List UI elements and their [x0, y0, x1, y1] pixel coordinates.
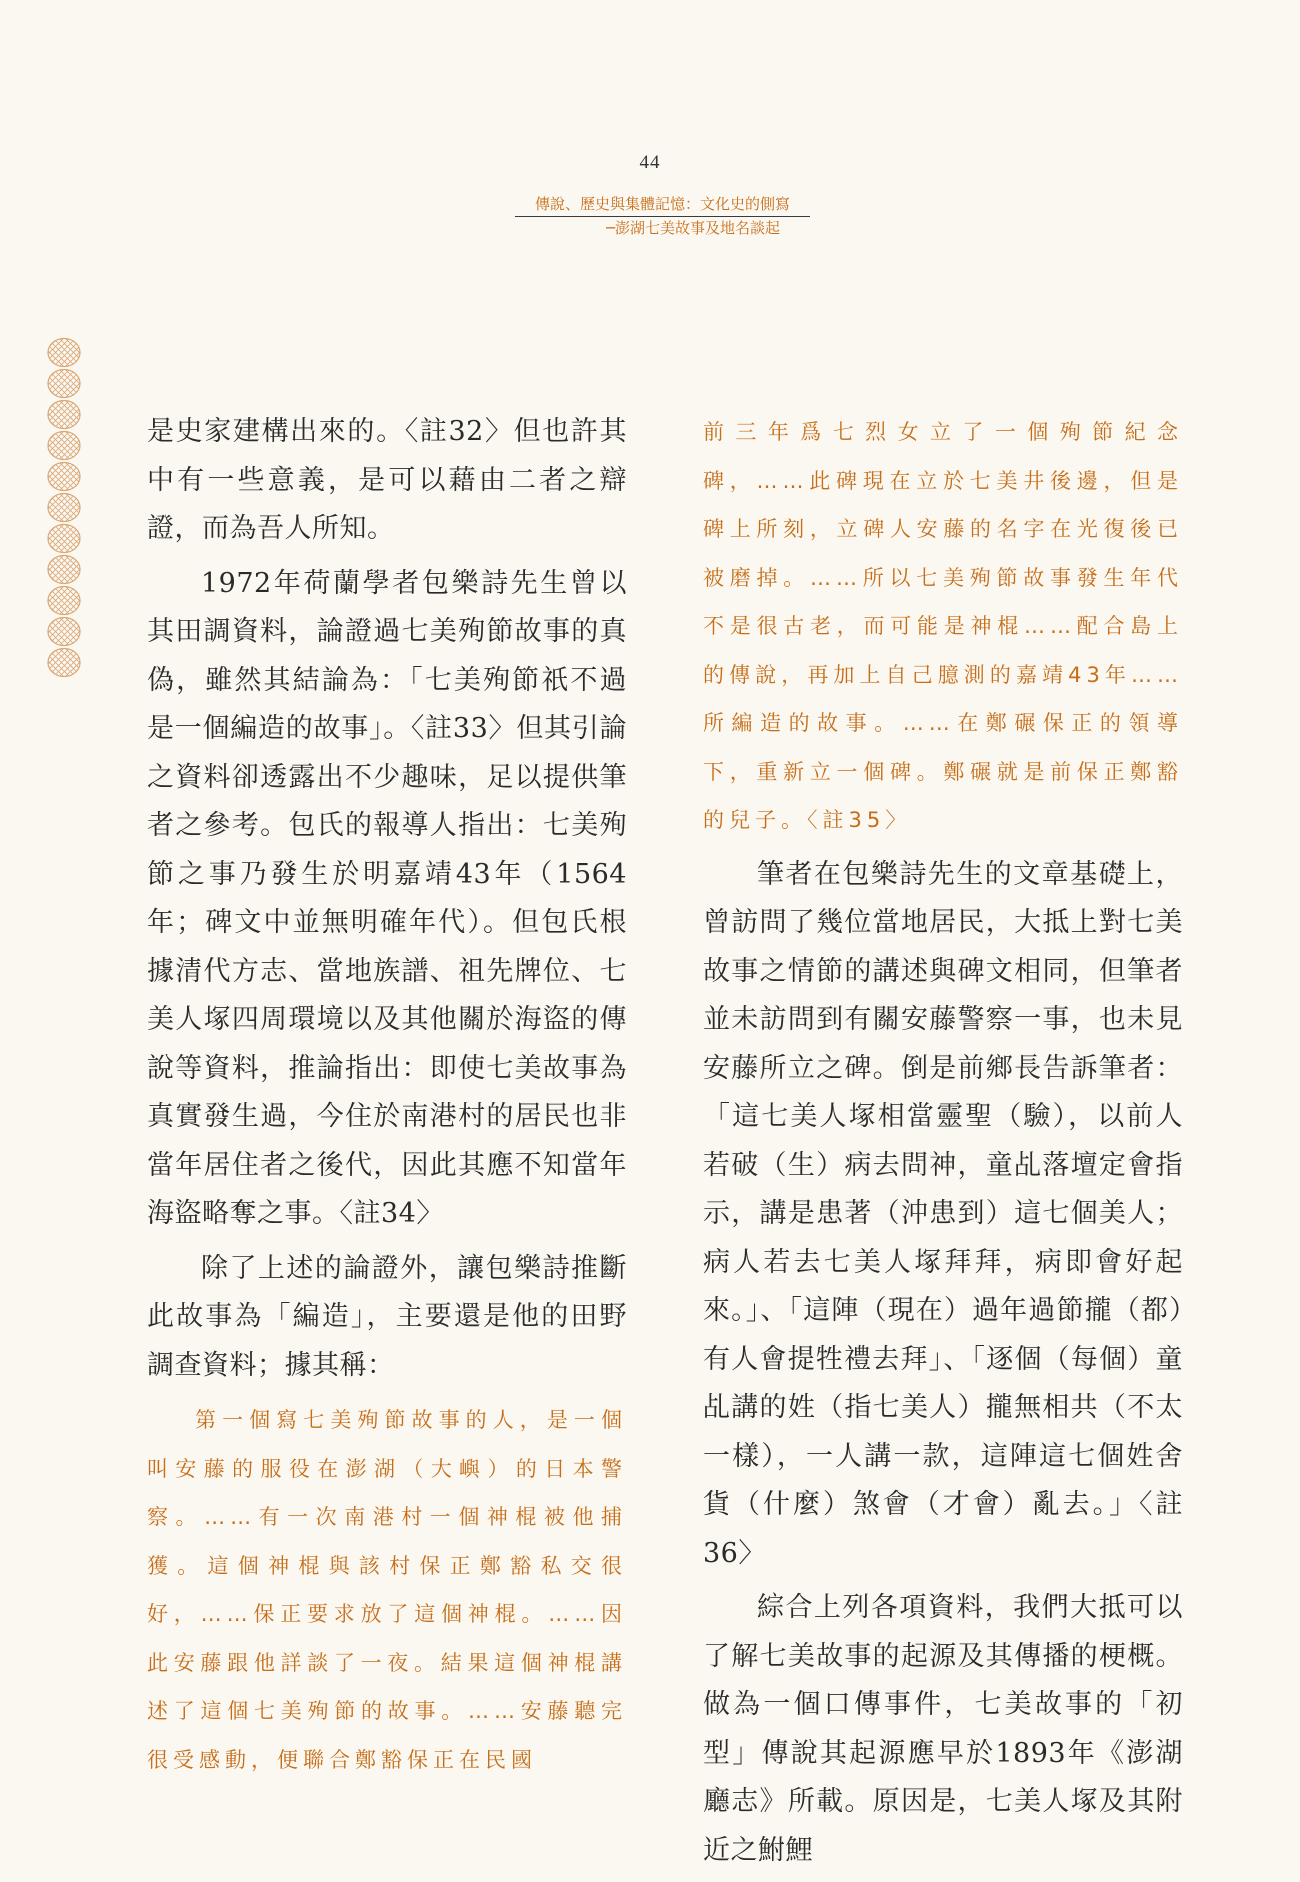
paragraph: 1972年荷蘭學者包樂詩先生曾以其田調資料，論證過七美殉節故事的真偽，雖然其結論為：「七美殉節祇不過是一個編造的故事」。〈註33〉但其引論之資料卻透露出不少趣味，足以提供筆者之參考。包氏的報導人指出：七美殉節之事乃發生於明嘉靖43年（1564年；碑文中並無明確年代）。但包氏根據清代方志、當地族譜、祖先牌位、七美人塚四周環境以及其他關於海盜的傳說等資料，推論指出：即使七美故事為真實發生過，今住於南港村的居民也非當年居住者之後代，因此其應不知當年海盜略奪之事。〈註34〉	[147, 567, 627, 1229]
cross-hatched-oval-ornament	[46, 399, 82, 430]
paragraph: 筆者在包樂詩先生的文章基礎上，曾訪問了幾位當地居民，大抵上對七美故事之情節的講述與碑文相同，但筆者並未訪問到有關安藤警察一事，也未見安藤所立之碑。倒是前鄉長告訴筆者：「這七美人塚相當靈聖（驗），以前人若破（生）病去問神，童乩落壇定會指示，講是患著（沖患到）這七個美人；病人若去七美人塚拜拜，病即會好起來。」、「這陣（現在）過年過節攏（都）有人會提牲禮去拜」、「逐個（每個）童乩講的姓（指七美人）攏無相共（不太一樣），一人講一款，這陣這七個姓舍貨（什麼）煞會（才會）亂去。」〈註36〉	[703, 858, 1183, 1569]
running-header	[515, 193, 810, 239]
margin-ornament-strip	[46, 337, 86, 678]
paragraph-continued: 是史家建構出來的。〈註32〉但也許其中有一些意義，是可以藉由二者之辯證，而為吾人所知。	[147, 416, 627, 544]
cross-hatched-oval-ornament	[46, 368, 82, 399]
cross-hatched-oval-ornament	[46, 337, 82, 368]
cross-hatched-oval-ornament	[46, 647, 82, 678]
block-quote-continued: 前三年爲七烈女立了一個殉節紀念碑，……此碑現在立於七美井後邊，但是碑上所刻，立碑人安藤的名字在光復後已被磨掉。……所以七美殉節故事發生年代不是很古老，而可能是神棍……配合島上的傳說，再加上自己臆測的嘉靖43年……所編造的故事。……在鄭碾保正的領導下，重新立一個碑。鄭碾就是前保正鄭豁的兒子。〈註35〉	[703, 420, 1183, 832]
cross-hatched-oval-ornament	[46, 585, 82, 616]
block-quote: 第一個寫七美殉節故事的人，是一個叫安藤的服役在澎湖（大嶼）的日本警察。……有一次南港村一個神棍被他捕獲。這個神棍與該村保正鄭豁私交很好，……保正要求放了這個神棍。……因此安藤跟他詳談了一夜。結果這個神棍講述了這個七美殉節的故事。……安藤聽完很受感動，便聯合鄭豁保正在民國	[147, 1408, 627, 1772]
cross-hatched-oval-ornament	[46, 492, 82, 523]
running-header-title: 傳說、歷史與集體記憶：文化史的側寫	[515, 193, 810, 217]
page-number: 44	[639, 152, 661, 173]
right-column	[703, 408, 1183, 1875]
cross-hatched-oval-ornament	[46, 616, 82, 647]
left-column	[147, 408, 627, 1784]
cross-hatched-oval-ornament	[46, 430, 82, 461]
cross-hatched-oval-ornament	[46, 461, 82, 492]
cross-hatched-oval-ornament	[46, 554, 82, 585]
paragraph: 綜合上列各項資料，我們大抵可以了解七美故事的起源及其傳播的梗概。做為一個口傳事件，七美故事的「初型」傳說其起源應早於1893年《澎湖廳志》所載。原因是，七美人塚及其附近之鮒鯉	[703, 1592, 1183, 1866]
cross-hatched-oval-ornament	[46, 523, 82, 554]
paragraph: 除了上述的論證外，讓包樂詩推斷此故事為「編造」，主要還是他的田野調查資料；據其稱：	[147, 1252, 627, 1381]
running-header-subtitle: ─澎湖七美故事及地名談起	[605, 219, 780, 237]
